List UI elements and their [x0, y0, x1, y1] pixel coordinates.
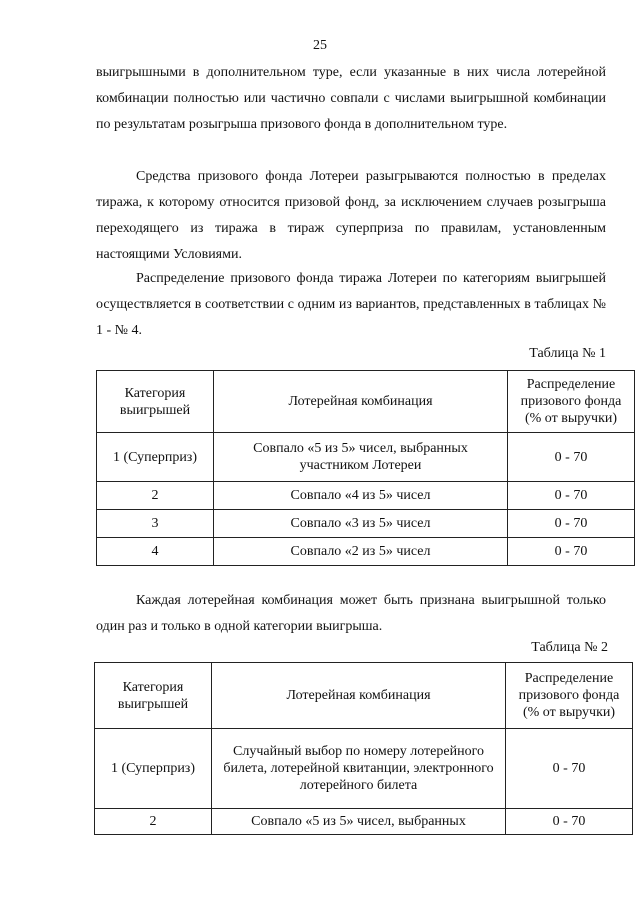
table-1: [96, 370, 635, 566]
cell-distribution: 0 - 70: [508, 433, 635, 482]
table-row: [97, 510, 635, 538]
cell-combination: Совпало «2 из 5» чисел: [214, 538, 508, 566]
cell-combination: Совпало «4 из 5» чисел: [214, 482, 508, 510]
cell-combination: Совпало «5 из 5» чисел, выбранных: [212, 809, 506, 835]
cell-distribution: 0 - 70: [508, 510, 635, 538]
header-combination: Лотерейная комбинация: [214, 371, 508, 433]
cell-category: 4: [97, 538, 214, 566]
cell-category: 3: [97, 510, 214, 538]
page-number: 25: [313, 38, 327, 53]
table1-caption: Таблица № 1: [529, 346, 606, 361]
table-row: [97, 538, 635, 566]
paragraph-prize-fund: Средства призового фонда Лотереи разыгрываются полностью в пределах тиража, к которому относится призовой фонд, за исключением случаев розыгрыша переходящего из тиража в тираж суперприза по правилам, установленным настоящими Условиями.: [96, 169, 606, 262]
header-category: Категория выигрышей: [97, 371, 214, 433]
table-header-row: [95, 663, 633, 729]
header-distribution: Распределение призового фонда (% от выручки): [508, 371, 635, 433]
cell-distribution: 0 - 70: [506, 809, 633, 835]
table-row: [95, 729, 633, 809]
header-distribution: Распределение призового фонда (% от выручки): [506, 663, 633, 729]
table-header-row: [97, 371, 635, 433]
table-row: [95, 809, 633, 835]
cell-category: 2: [95, 809, 212, 835]
table-row: [97, 482, 635, 510]
cell-combination: Совпало «5 из 5» чисел, выбранных участником Лотереи: [214, 433, 508, 482]
cell-category: 1 (Суперприз): [97, 433, 214, 482]
cell-category: 1 (Суперприз): [95, 729, 212, 809]
paragraph-distribution: Распределение призового фонда тиража Лотереи по категориям выигрышей осуществляется в соответствии с одним из вариантов, представленных в таблицах № 1 - № 4.: [96, 271, 606, 338]
header-category: Категория выигрышей: [95, 663, 212, 729]
header-combination: Лотерейная комбинация: [212, 663, 506, 729]
cell-combination: Совпало «3 из 5» чисел: [214, 510, 508, 538]
cell-category: 2: [97, 482, 214, 510]
cell-distribution: 0 - 70: [508, 482, 635, 510]
table-row: [97, 433, 635, 482]
paragraph-continuation: выигрышными в дополнительном туре, если указанные в них числа лотерейной комбинации полностью или частично совпали с числами выигрышной комбинации по результатам розыгрыша призового фонда в дополнительном туре.: [96, 65, 606, 132]
paragraph-single-win: Каждая лотерейная комбинация может быть признана выигрышной только один раз и только в одной категории выигрыша.: [96, 593, 606, 634]
cell-distribution: 0 - 70: [508, 538, 635, 566]
table2-caption: Таблица № 2: [531, 640, 608, 655]
cell-distribution: 0 - 70: [506, 729, 633, 809]
table-2: [94, 662, 633, 835]
cell-combination: Случайный выбор по номеру лотерейного билета, лотерейной квитанции, электронного лотерейного билета: [212, 729, 506, 809]
